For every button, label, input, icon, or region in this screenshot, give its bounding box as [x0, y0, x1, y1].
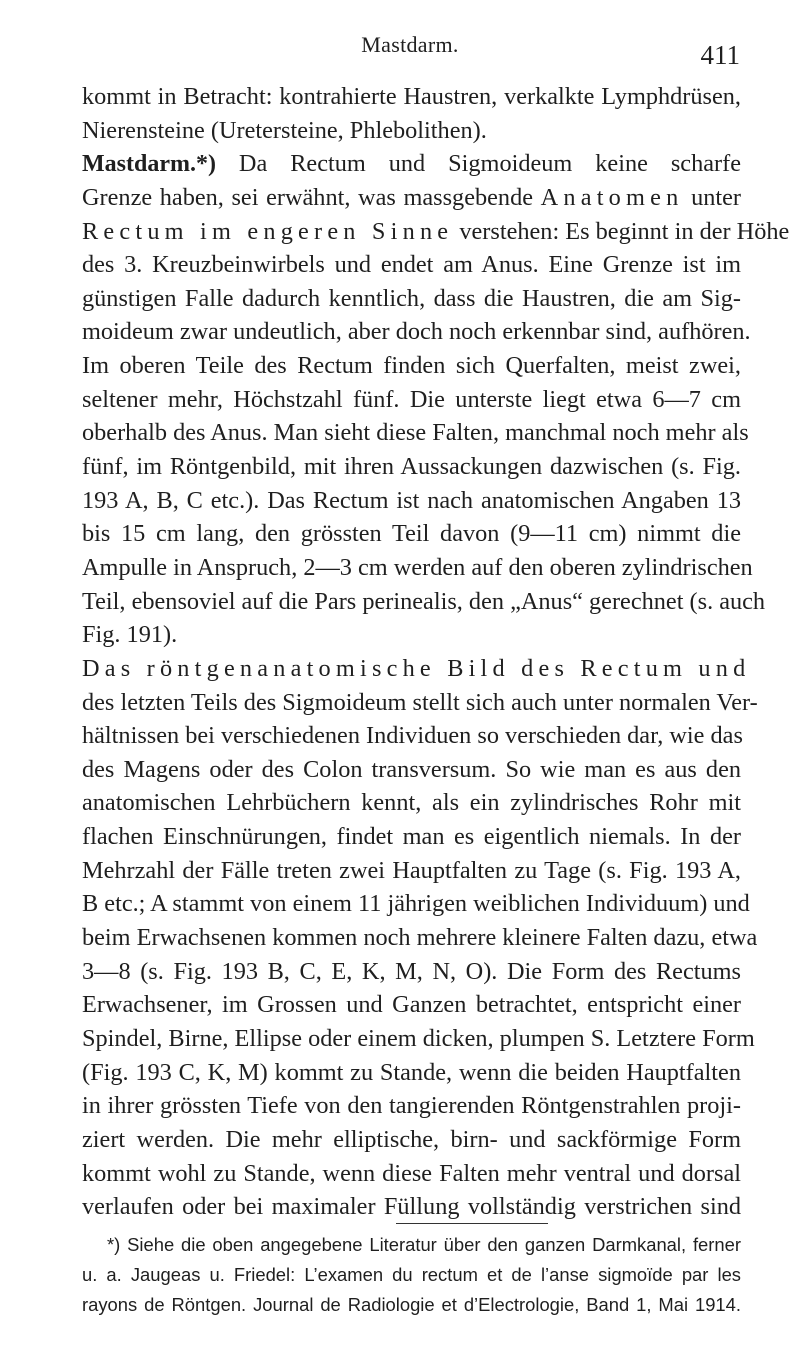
text-line: kommt wohl zu Stande, wenn diese Falten mehr ventral und dorsal	[82, 1159, 741, 1187]
running-head	[80, 30, 740, 70]
text-line: anatomischen Lehrbüchern kennt, als ein zylindrisches Rohr mit	[82, 789, 741, 817]
text-line: bis 15 cm lang, den grössten Teil davon (9—11 cm) nimmt die	[82, 520, 741, 548]
section-heading: Mastdarm.*)	[82, 151, 216, 178]
text-line: seltener mehr, Höchstzahl fünf. Die unterste liegt etwa 6—7 cm	[82, 385, 741, 413]
text-line: des letzten Teils des Sigmoideum stellt sich auch unter normalen Ver-	[82, 688, 758, 716]
text-line: hältnissen bei verschiedenen Individuen so verschieden dar, wie das	[82, 722, 743, 750]
text-line: kommt in Betracht: kontrahierte Haustren, verkalkte Lymphdrüsen,	[82, 83, 741, 110]
text-line: Erwachsener, im Grossen und Ganzen betrachtet, entspricht einer	[82, 991, 741, 1019]
text-line: ziert werden. Die mehr elliptische, birn- und sackförmige Form	[82, 1125, 741, 1153]
footnote-line: rayons de Röntgen. Journal de Radiologie et d’Electrologie, Band 1, Mai 1914.	[82, 1294, 741, 1315]
text-line: beim Erwachsenen kommen noch mehrere kleinere Falten dazu, etwa	[82, 924, 758, 952]
text-line: des Magens oder des Colon transversum. So wie man es aus den	[82, 755, 741, 783]
text-line: flachen Einschnürungen, findet man es eigentlich niemals. In der	[82, 823, 741, 851]
footnote	[82, 1230, 741, 1320]
text-line: günstigen Falle dadurch kenntlich, dass die Haustren, die am Sig-	[82, 284, 741, 312]
text-line: Spindel, Birne, Ellipse oder einem dicken, plumpen S. Letztere Form	[82, 1024, 755, 1052]
text-line: des 3. Kreuzbeinwirbels und endet am Anus. Eine Grenze ist im	[82, 251, 741, 279]
text-line: B etc.; A stammt von einem 11 jährigen weiblichen Individuum) und	[82, 890, 750, 918]
text-line: Mehrzahl der Fälle treten zwei Hauptfalten zu Tage (s. Fig. 193 A,	[82, 856, 741, 884]
text-line: Im oberen Teile des Rectum finden sich Querfalten, meist zwei,	[82, 352, 741, 380]
text-line: 3—8 (s. Fig. 193 B, C, E, K, M, N, O). Die Form des Rectums	[82, 957, 741, 985]
section-heading-line: Mastdarm.*) Da Rectum und Sigmoideum keine scharfe	[82, 150, 741, 178]
text-line: (Fig. 193 C, K, M) kommt zu Stande, wenn die beiden Hauptfalten	[82, 1058, 741, 1086]
text-line: Rectum im engeren Sinne verstehen: Es beginnt in der Höhe	[82, 217, 790, 245]
text-line: Teil, ebensoviel auf die Pars perinealis, den „Anus“ gerechnet (s. auch	[82, 587, 766, 615]
text-line: verlaufen oder bei maximaler Füllung vollständig verstrichen sind	[82, 1193, 741, 1221]
text-line: Fig. 191).	[82, 621, 178, 649]
footnote-line: u. a. Jaugeas u. Friedel: L’examen du rectum et de l’anse sigmoïde par les	[82, 1264, 741, 1285]
text-line: Ampulle in Anspruch, 2—3 cm werden auf den oberen zylindrischen	[82, 553, 753, 581]
footnote-line: *) Siehe die oben angegebene Literatur über den ganzen Darmkanal, ferner	[107, 1234, 741, 1255]
footnote-divider	[396, 1223, 548, 1224]
text-line: 193 A, B, C etc.). Das Rectum ist nach anatomischen Angaben 13	[82, 486, 741, 514]
page-number: 411	[700, 40, 740, 70]
text-line: Nierensteine (Uretersteine, Phlebolithen).	[82, 116, 487, 144]
body-text	[82, 80, 790, 1224]
text-line: Das röntgenanatomische Bild des Rectum und	[82, 654, 751, 682]
text-line: fünf, im Röntgenbild, mit ihren Aussackungen dazwischen (s. Fig.	[82, 453, 741, 481]
text-line: moideum zwar undeutlich, aber doch noch erkennbar sind, aufhören.	[82, 318, 751, 346]
text-line: Grenze haben, sei erwähnt, was massgebende Anatomen unter	[82, 183, 741, 211]
text-line: oberhalb des Anus. Man sieht diese Falten, manchmal noch mehr als	[82, 419, 749, 447]
text-line: in ihrer grössten Tiefe von den tangierenden Röntgenstrahlen proji-	[82, 1092, 741, 1120]
running-title: Mastdarm.	[361, 32, 459, 57]
